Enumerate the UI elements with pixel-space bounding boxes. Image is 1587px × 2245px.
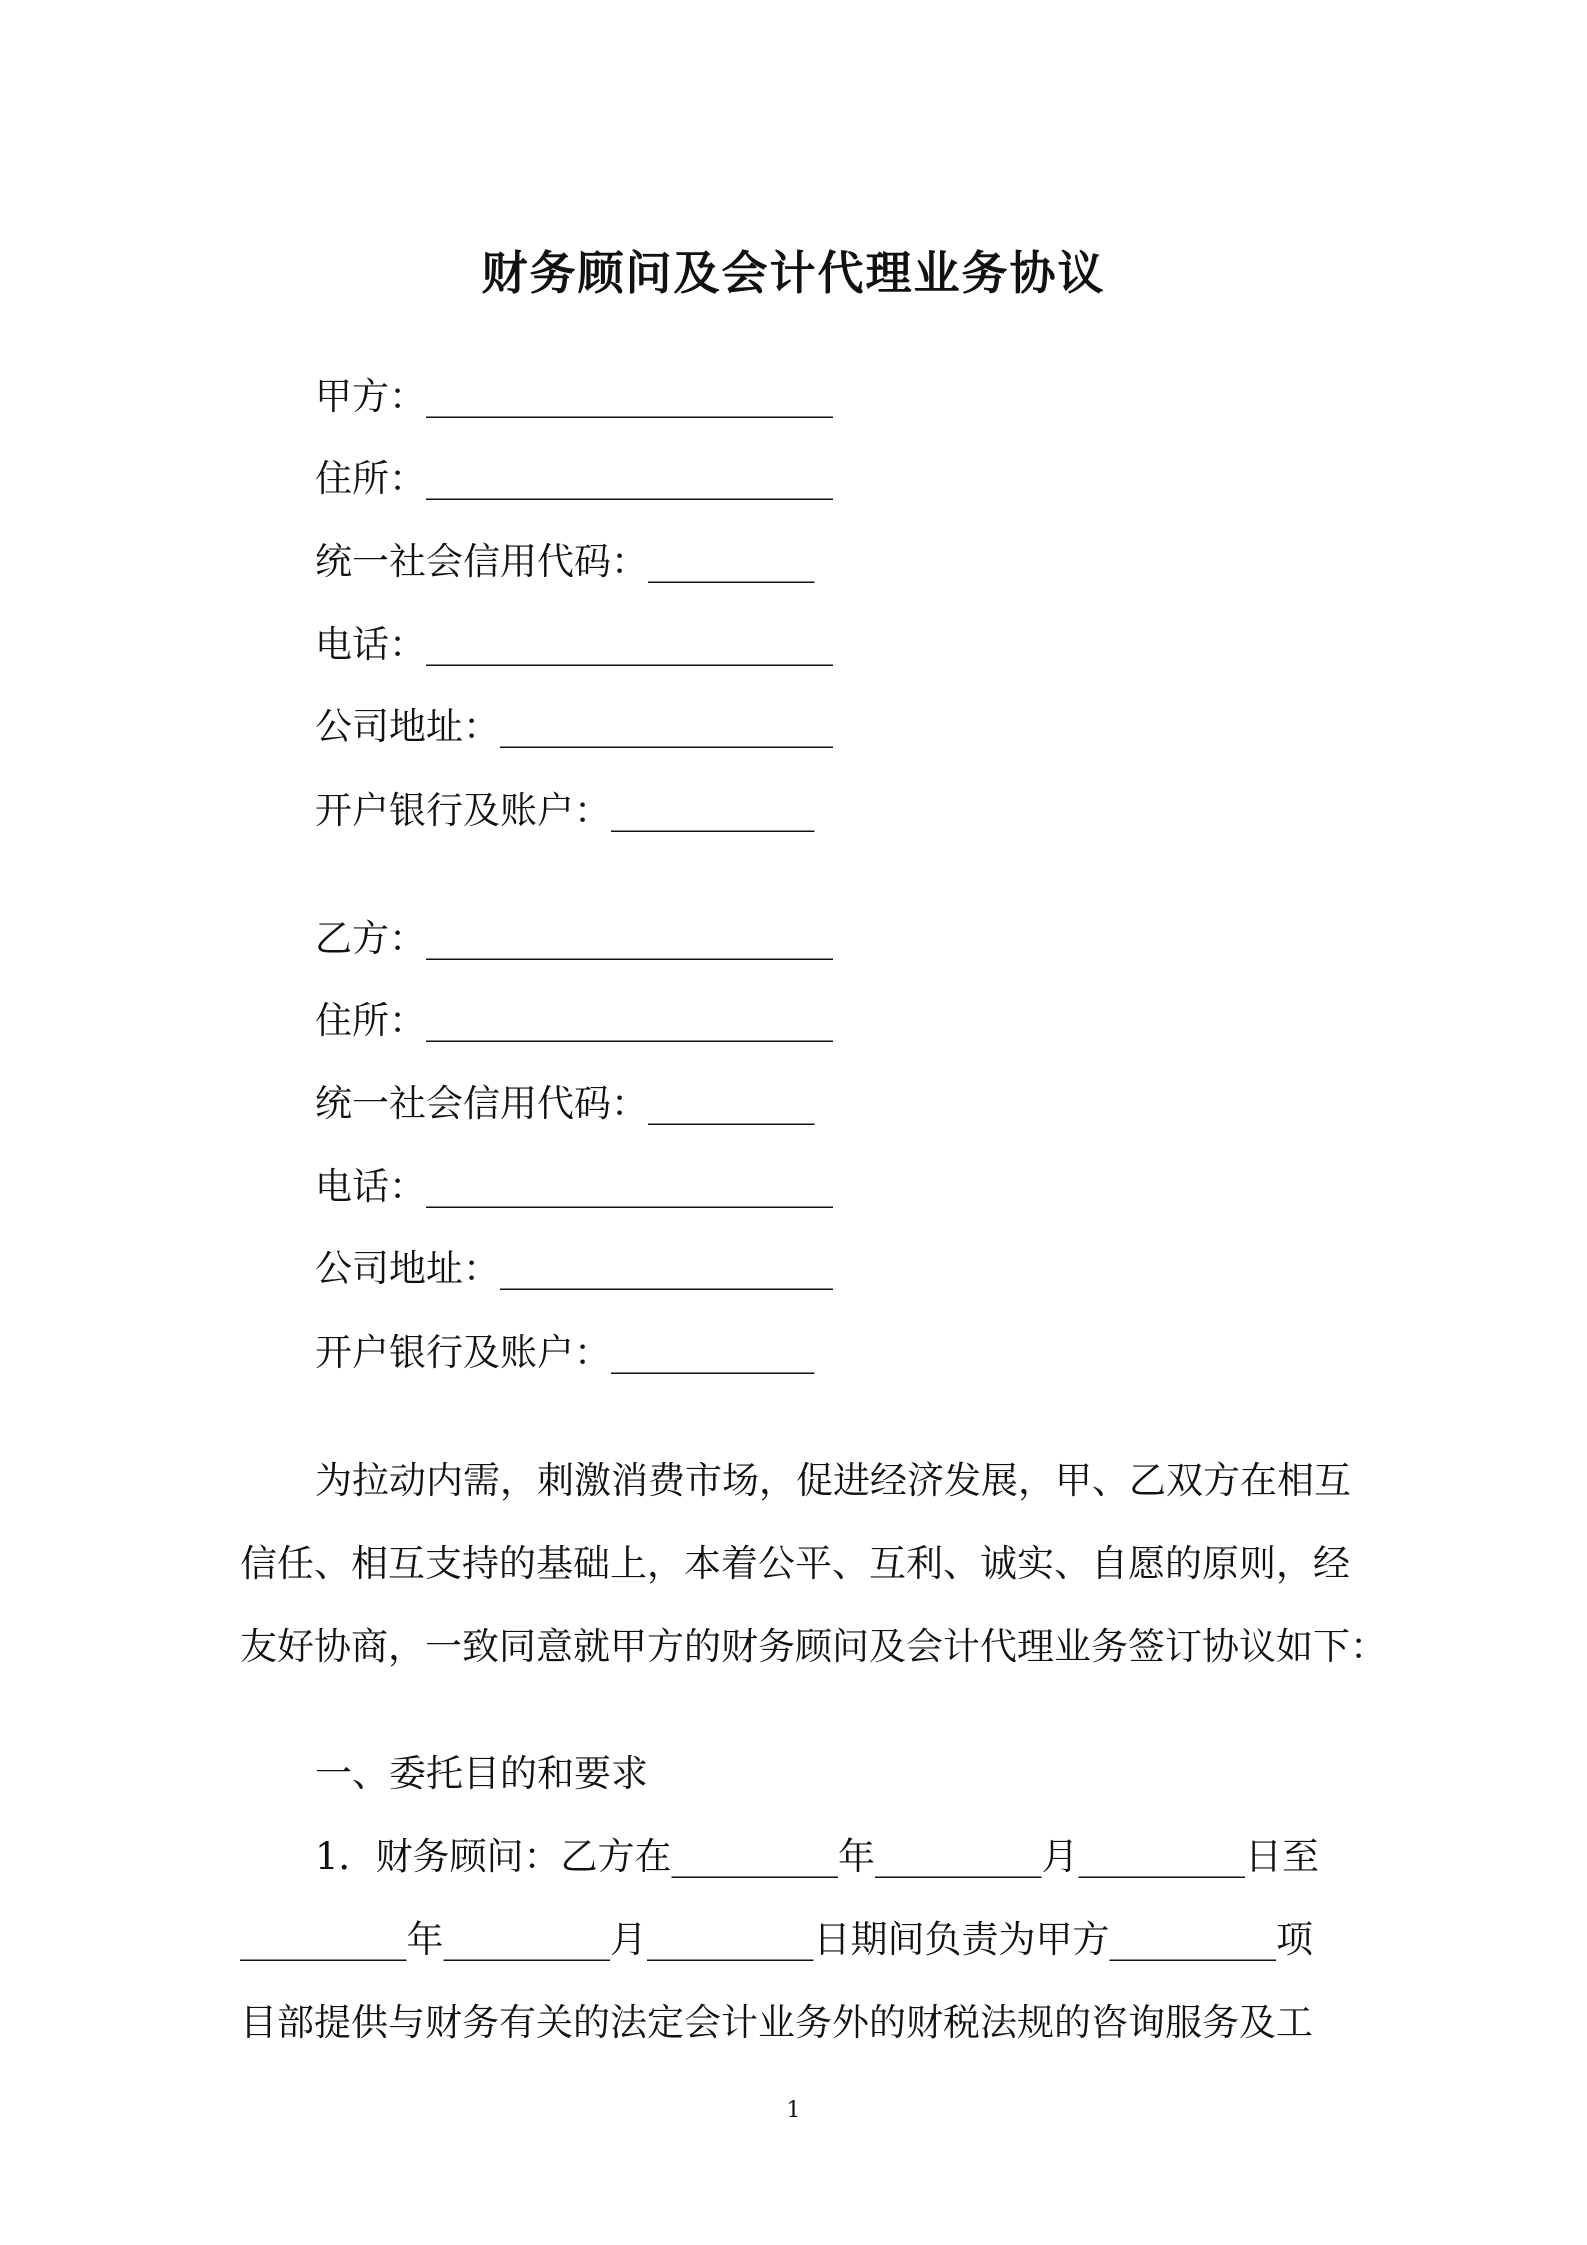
party-a-name: 甲方：______________________: [315, 375, 833, 418]
preamble-line-2: 信任、相互支持的基础上，本着公平、互利、诚实、自愿的原则，经: [240, 1542, 1350, 1585]
party-a-bank: 开户银行及账户：___________: [315, 789, 815, 832]
party-b-address: 公司地址：__________________: [315, 1247, 833, 1290]
party-b-name: 乙方：______________________: [315, 917, 833, 960]
party-a-address: 公司地址：__________________: [315, 705, 833, 748]
party-b-bank: 开户银行及账户：___________: [315, 1331, 815, 1374]
party-b-residence: 住所：______________________: [315, 999, 833, 1042]
party-a-residence: 住所：______________________: [315, 457, 833, 500]
party-b-credit-code: 统一社会信用代码：_________: [315, 1082, 815, 1125]
clause-1-line-1: 1．财务顾问：乙方在_________年_________月_________日至: [315, 1835, 1320, 1878]
clause-1-line-3: 目部提供与财务有关的法定会计业务外的财税法规的咨询服务及工: [240, 2001, 1313, 2044]
party-a-credit-code: 统一社会信用代码：_________: [315, 540, 815, 583]
section-1-heading: 一、委托目的和要求: [315, 1752, 648, 1795]
document-title: 财务顾问及会计代理业务协议: [481, 246, 1106, 300]
preamble-line-1: 为拉动内需，刺激消费市场，促进经济发展，甲、乙双方在相互: [315, 1459, 1351, 1502]
preamble-line-3: 友好协商，一致同意就甲方的财务顾问及会计代理业务签订协议如下：: [240, 1625, 1387, 1668]
page-number: 1: [786, 2098, 801, 2123]
clause-1-line-2: _________年_________月_________日期间负责为甲方_________项: [240, 1918, 1313, 1961]
party-a-phone: 电话：______________________: [315, 623, 833, 666]
party-b-phone: 电话：______________________: [315, 1165, 833, 1208]
